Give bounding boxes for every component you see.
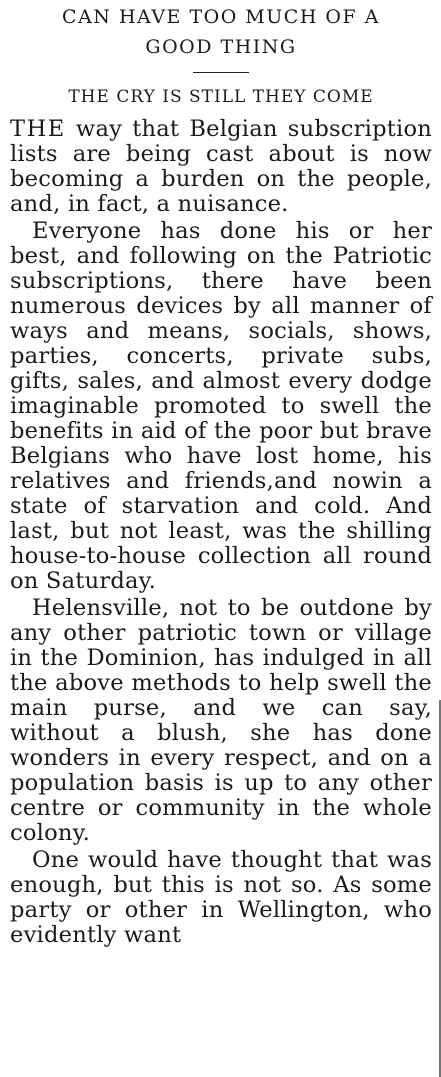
paragraph-1-text: way that Belgian subscription lists are being cast about is now becoming a burden on the people, and, in fact, a nuisance. [10, 116, 432, 217]
headline-line-1: CAN HAVE TOO MUCH OF A [62, 6, 380, 28]
headline-line-2: GOOD THING [145, 36, 297, 58]
article-column [10, 0, 432, 950]
paragraph-1 [10, 117, 432, 217]
paragraph-1-lead: THE [10, 116, 66, 142]
headline-divider [193, 72, 249, 73]
paragraph-2: Everyone has done his or her best, and following on the Patriotic subscriptions, there have been numerous devices by all manner of ways and means, socials, shows, parties, concerts, private subs, gifts, sales, and almost every dodge imaginable promoted to swell the benefits in aid of the poor but brave Belgians who have lost home, his relatives and friends,and nowin a state of starvation and cold. And last, but not least, was the shilling house-to-house collection all round on Saturday. [10, 218, 432, 594]
paragraph-4: One would have thought that was enough, but this is not so. As some party or other in Wellington, who evidently want [10, 847, 432, 948]
paragraph-3: Helensville, not to be outdone by any other patriotic town or village in the Dominion, has indulged in all the above methods to help swell the main purse, and we can say, without a blush, she has done wonders in every respect, and on a population basis is up to any other centre or community in the whole colony. [10, 595, 432, 846]
subheadline: THE CRY IS STILL THEY COME [68, 87, 374, 107]
